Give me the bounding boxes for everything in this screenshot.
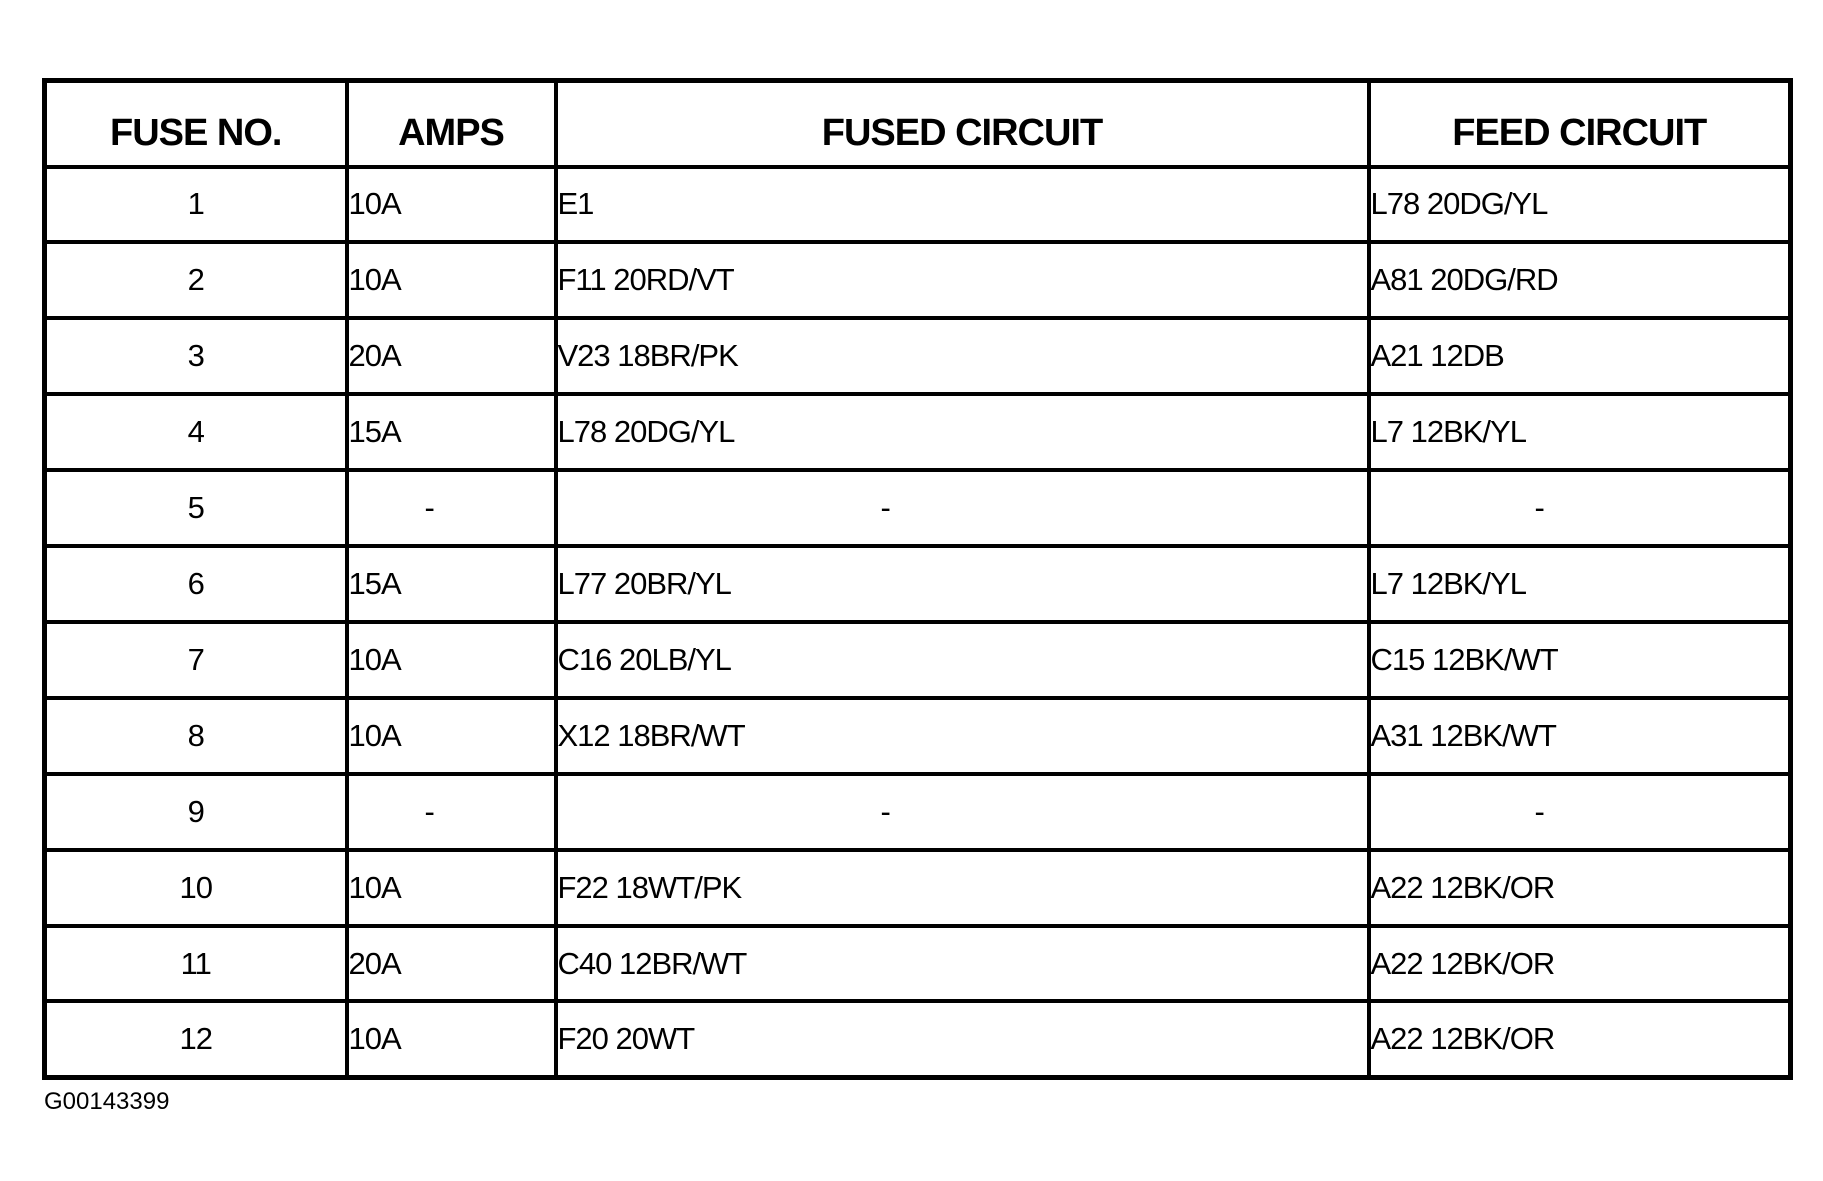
- fused-circuit-cell: C16 20LB/YL: [556, 622, 1369, 698]
- fuse-number-cell: 10: [45, 850, 347, 926]
- header-feed-circuit: FEED CIRCUIT: [1369, 81, 1791, 167]
- fused-circuit-cell: F11 20RD/VT: [556, 242, 1369, 318]
- feed-circuit-cell: A81 20DG/RD: [1369, 242, 1791, 318]
- table-row: [45, 850, 1791, 926]
- fused-circuit-cell: X12 18BR/WT: [556, 698, 1369, 774]
- fused-circuit-cell: F22 18WT/PK: [556, 850, 1369, 926]
- amps-cell: 15A: [347, 546, 556, 622]
- amps-cell: 10A: [347, 242, 556, 318]
- table-row: [45, 242, 1791, 318]
- feed-circuit-cell: L78 20DG/YL: [1369, 167, 1791, 243]
- fuse-number-cell: 5: [45, 470, 347, 546]
- table-row: [45, 774, 1791, 850]
- amps-cell: 10A: [347, 850, 556, 926]
- amps-cell: 10A: [347, 1001, 556, 1077]
- fuse-number-cell: 4: [45, 394, 347, 470]
- feed-circuit-cell: C15 12BK/WT: [1369, 622, 1791, 698]
- fuse-number-cell: 12: [45, 1001, 347, 1077]
- feed-circuit-cell: A21 12DB: [1369, 318, 1791, 394]
- fused-circuit-cell: -: [556, 470, 1369, 546]
- amps-cell: 20A: [347, 926, 556, 1002]
- table-row: [45, 622, 1791, 698]
- table-row: [45, 470, 1791, 546]
- table-row: [45, 1001, 1791, 1077]
- amps-cell: 20A: [347, 318, 556, 394]
- fuse-number-cell: 7: [45, 622, 347, 698]
- table-row: [45, 318, 1791, 394]
- amps-cell: 10A: [347, 622, 556, 698]
- table-row: [45, 394, 1791, 470]
- table-row: [45, 167, 1791, 243]
- table-row: [45, 546, 1791, 622]
- feed-circuit-cell: A31 12BK/WT: [1369, 698, 1791, 774]
- fuse-number-cell: 2: [45, 242, 347, 318]
- fuse-number-cell: 8: [45, 698, 347, 774]
- feed-circuit-cell: -: [1369, 470, 1791, 546]
- fused-circuit-cell: V23 18BR/PK: [556, 318, 1369, 394]
- header-fused-circuit: FUSED CIRCUIT: [556, 81, 1369, 167]
- feed-circuit-cell: -: [1369, 774, 1791, 850]
- fused-circuit-cell: L77 20BR/YL: [556, 546, 1369, 622]
- amps-cell: 10A: [347, 167, 556, 243]
- fuse-number-cell: 3: [45, 318, 347, 394]
- feed-circuit-cell: L7 12BK/YL: [1369, 546, 1791, 622]
- fused-circuit-cell: F20 20WT: [556, 1001, 1369, 1077]
- figure-id: G00143399: [44, 1088, 170, 1115]
- fuse-number-cell: 11: [45, 926, 347, 1002]
- fuse-table: [42, 78, 1793, 1080]
- table-row: [45, 698, 1791, 774]
- fused-circuit-cell: C40 12BR/WT: [556, 926, 1369, 1002]
- feed-circuit-cell: L7 12BK/YL: [1369, 394, 1791, 470]
- fused-circuit-cell: E1: [556, 167, 1369, 243]
- feed-circuit-cell: A22 12BK/OR: [1369, 926, 1791, 1002]
- amps-cell: -: [347, 470, 556, 546]
- feed-circuit-cell: A22 12BK/OR: [1369, 850, 1791, 926]
- fuse-number-cell: 9: [45, 774, 347, 850]
- feed-circuit-cell: A22 12BK/OR: [1369, 1001, 1791, 1077]
- table-row: [45, 926, 1791, 1002]
- header-fuse-no: FUSE NO.: [45, 81, 347, 167]
- amps-cell: 15A: [347, 394, 556, 470]
- fuse-number-cell: 6: [45, 546, 347, 622]
- header-amps: AMPS: [347, 81, 556, 167]
- fuse-number-cell: 1: [45, 167, 347, 243]
- fuse-chart: [42, 78, 1788, 1080]
- fused-circuit-cell: -: [556, 774, 1369, 850]
- fused-circuit-cell: L78 20DG/YL: [556, 394, 1369, 470]
- table-header-row: [45, 81, 1791, 167]
- amps-cell: -: [347, 774, 556, 850]
- amps-cell: 10A: [347, 698, 556, 774]
